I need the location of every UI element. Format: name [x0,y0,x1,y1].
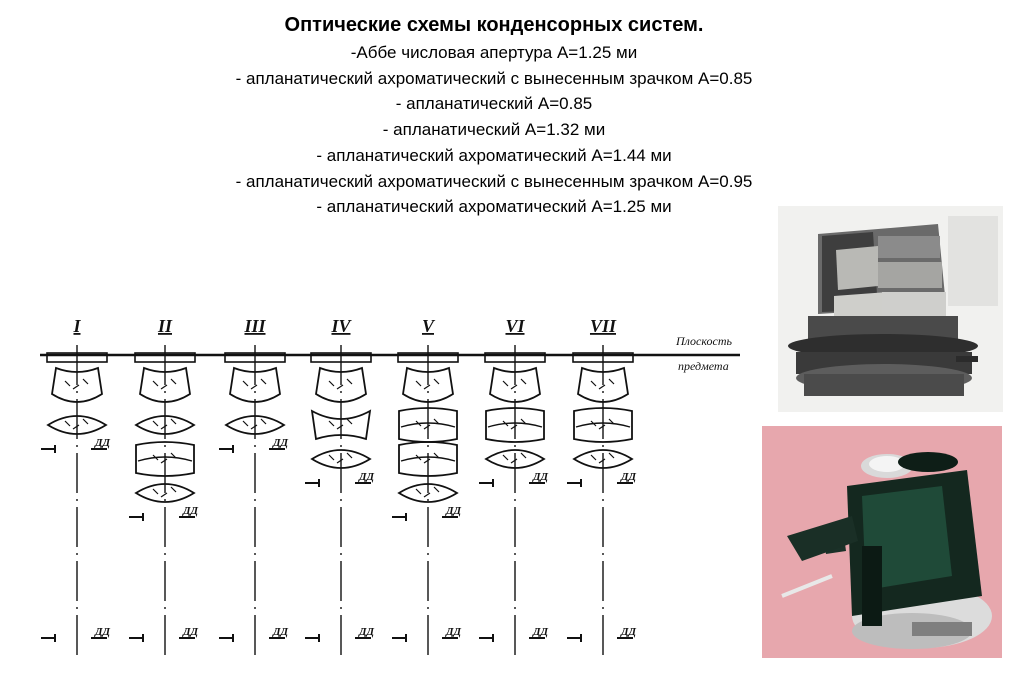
scheme-numeral: VII [589,316,617,336]
object-plane-label: Плоскость [676,334,732,348]
scheme-numeral: I [73,316,81,336]
condenser-sectioned-photo [778,206,1003,412]
scheme-description-line: - апланатический ахроматический с вынесенным зрачком А=0.85 [235,68,753,88]
aperture-label: ДД [446,626,462,638]
aperture-label: ДД [621,626,637,638]
scheme-numeral: V [421,316,435,336]
aperture-label: ДД [273,626,289,638]
aperture-label: ДД [359,471,375,483]
scheme-description-line: - апланатический ахроматический А=1.25 ми [316,197,672,217]
scheme-numeral: II [157,316,173,336]
condenser-assembled-photo [762,426,1002,658]
scheme-description-line: - апланатический А=0.85 [395,94,593,114]
aperture-label: ДД [533,471,549,483]
aperture-label: ДД [273,437,289,449]
scheme-numeral: VI [505,316,525,336]
aperture-label: ДД [359,626,375,638]
aperture-label: ДД [183,505,199,517]
aperture-label: ДД [621,471,637,483]
aperture-label: ДД [183,626,199,638]
aperture-label: ДД [95,626,111,638]
aperture-label: ДД [446,505,462,517]
scheme-description-line: -Аббе числовая апертура А=1.25 ми [350,43,638,62]
aperture-label: ДД [95,437,111,449]
scheme-numeral: III [244,316,266,336]
scheme-description-line: - апланатический ахроматический А=1.44 ми [316,145,672,165]
scheme-description-line: - апланатический А=1.32 ми [382,120,606,140]
scheme-numeral: IV [331,316,351,336]
object-plane-label: предмета [678,359,729,373]
aperture-label: ДД [533,626,549,638]
scheme-description-line: - апланатический ахроматический с вынесенным зрачком А=0.95 [235,171,753,191]
page-title: Оптические схемы конденсорных систем. [284,14,704,36]
